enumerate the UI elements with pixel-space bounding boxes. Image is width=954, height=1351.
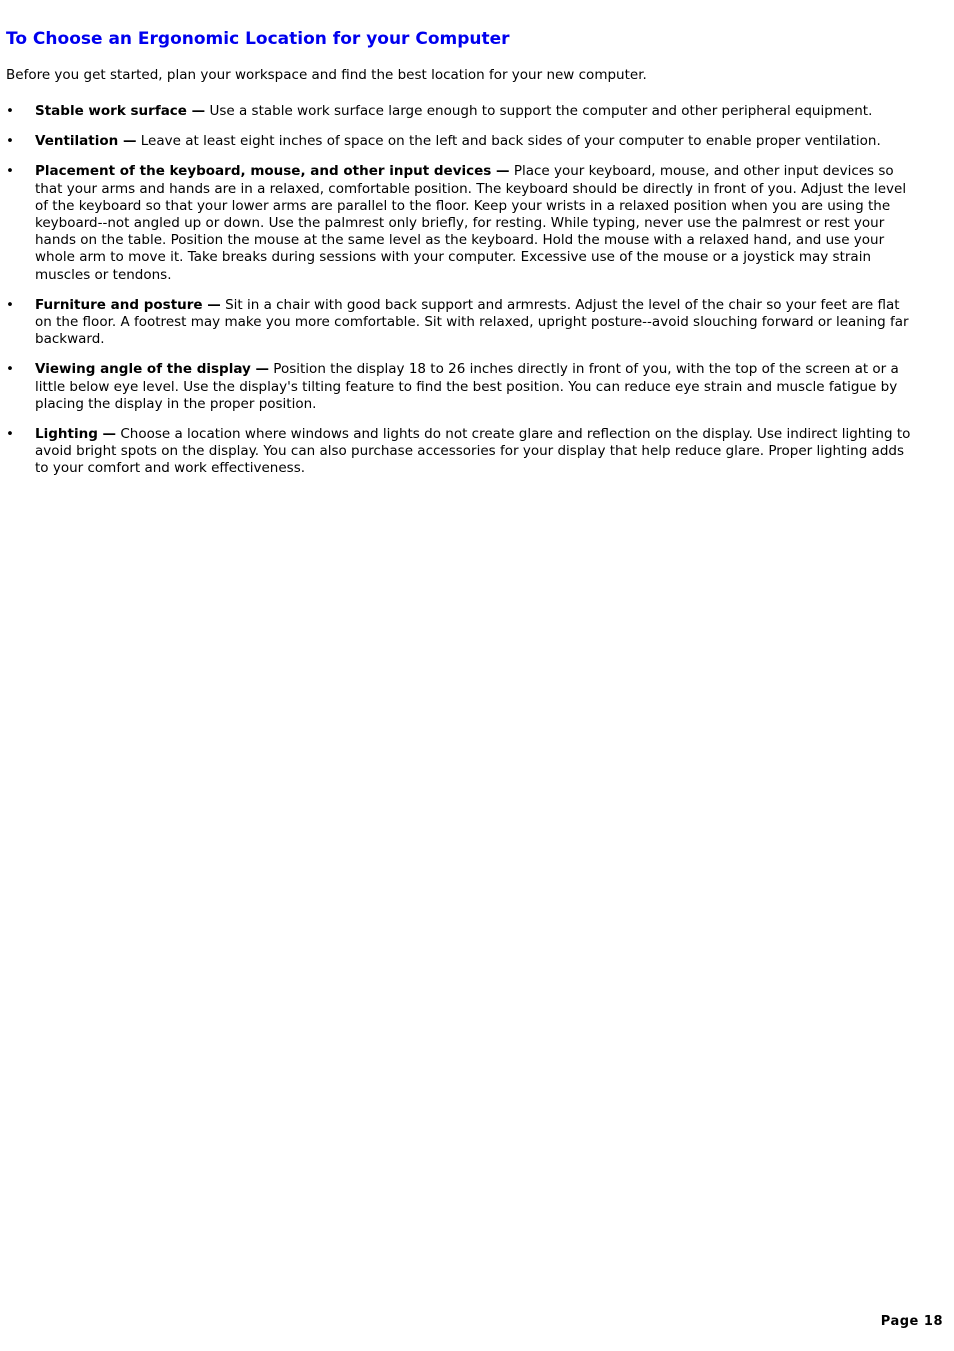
list-item: [6, 297, 918, 349]
bullet-icon: •: [6, 361, 14, 378]
list-item: [6, 163, 918, 283]
bullet-icon: •: [6, 426, 14, 443]
intro-paragraph: Before you get started, plan your workspace and find the best location for your new computer.: [6, 67, 647, 83]
list-item-text: Use a stable work surface large enough to support the computer and other peripheral equipment.: [205, 103, 873, 119]
list-item-text: Position the display 18 to 26 inches directly in front of you, with the top of the screen at or a little below eye level. Use the display's tilting feature to find the best position. You can reduce eye strain and muscle fatigue by placing the display in the proper position.: [35, 361, 899, 412]
list-item-text: Leave at least eight inches of space on the left and back sides of your computer to enable proper ventilation.: [136, 133, 881, 150]
list-item-term: Placement of the keyboard, mouse, and other input devices —: [35, 163, 510, 180]
page-title: To Choose an Ergonomic Location for your Computer: [6, 29, 510, 49]
list-item: [6, 361, 918, 413]
list-item-term: Viewing angle of the display —: [35, 361, 270, 378]
list-item: [6, 103, 918, 120]
bullet-icon: •: [6, 133, 14, 150]
bullet-icon: •: [6, 103, 14, 119]
list-item: [6, 133, 918, 150]
bullet-icon: •: [6, 163, 14, 180]
guideline-list: [6, 103, 918, 491]
list-item-term: Ventilation —: [35, 133, 137, 150]
bullet-icon: •: [6, 296, 14, 313]
page-number: Page 18: [880, 1314, 943, 1329]
list-item: [6, 426, 918, 478]
list-item-text: Sit in a chair with good back support and armrests. Adjust the level of the chair so your feet are flat on the floor. A footrest may make you more comfortable. Sit with relaxed, upright posture--avoid slouching forward or leaning far backward.: [35, 296, 909, 348]
list-item-text: Choose a location where windows and lights do not create glare and reflection on the display. Use indirect lighting to avoid bright spots on the display. You can also purchase accessories for your display that help reduce glare. Proper lighting adds to your comfort and work effectiveness.: [35, 426, 911, 477]
list-item-term: Furniture and posture —: [35, 296, 221, 313]
list-item-text: Place your keyboard, mouse, and other input devices so that your arms and hands are in a relaxed, comfortable position. The keyboard should be directly in front of you. Adjust the level of the keyboard so that your lower arms are parallel to the floor. Keep your wrists in a relaxed position when you are using the keyboard--not angled up or down. Use the palmrest only briefly, for resting. While typing, never use the palmrest or rest your hands on the table. Position the mouse at the same level as the keyboard. Hold the mouse with a relaxed hand, and use your whole arm to move it. Take breaks during sessions with your computer. Excessive use of the mouse or a joystick may strain muscles or tendons.: [35, 163, 907, 283]
list-item-term: Lighting —: [35, 426, 117, 443]
list-item-term: Stable work surface —: [35, 103, 206, 119]
